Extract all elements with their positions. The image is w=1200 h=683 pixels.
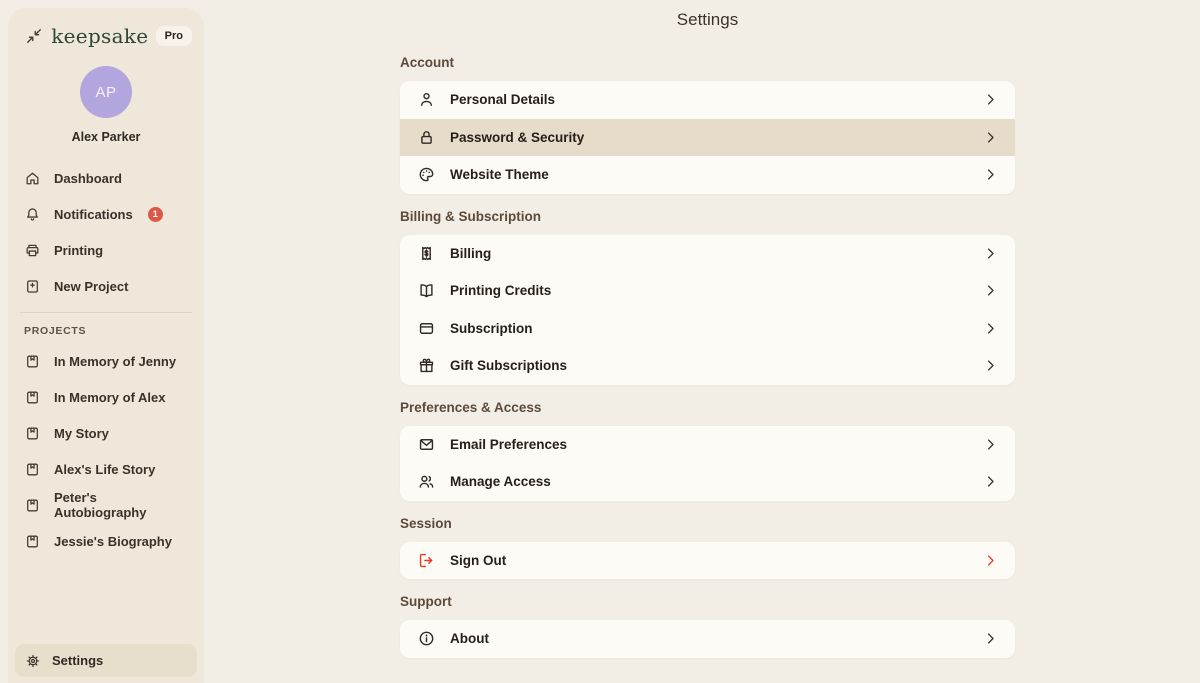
project-item-in-memory-of-jenny[interactable] <box>8 343 204 379</box>
chevron-slot <box>983 553 998 568</box>
nav-item-label: Printing <box>54 242 104 258</box>
project-item-label: In Memory of Jenny <box>54 353 177 369</box>
chevron-slot <box>983 167 998 182</box>
open-book-icon <box>417 281 436 300</box>
section-label: Account <box>400 55 454 70</box>
section-label: Session <box>400 515 452 531</box>
chevron-right-icon <box>983 553 998 568</box>
settings-item-subscription[interactable] <box>400 310 1015 348</box>
chevron-right-icon <box>983 92 998 107</box>
settings-item-password-security[interactable] <box>400 119 1015 157</box>
sidebar-item-printing[interactable] <box>8 232 204 268</box>
gift-icon <box>417 356 436 375</box>
book-icon <box>24 389 41 406</box>
nav-item-label: New Project <box>54 278 129 294</box>
book-plus-icon <box>24 278 41 295</box>
settings-item-label: Gift Subscriptions <box>450 358 568 374</box>
chevron-right-icon <box>983 358 998 373</box>
sidebar <box>8 8 204 683</box>
project-item-my-story[interactable] <box>8 415 204 451</box>
person-icon <box>417 90 436 109</box>
chevron-right-icon <box>983 321 998 336</box>
project-item-label: Alex's Life Story <box>54 461 156 477</box>
settings-item-label: Billing <box>450 245 492 261</box>
project-item-label: Jessie's Biography <box>54 533 172 549</box>
page-title: Settings <box>676 10 739 29</box>
credit-card-icon <box>417 319 436 338</box>
settings-item-label: Sign Out <box>450 552 507 568</box>
project-item-jessie-s-biography[interactable] <box>8 523 204 559</box>
settings-section <box>400 55 1015 194</box>
settings-section <box>400 516 1015 580</box>
lock-icon <box>417 128 436 147</box>
project-item-label: In Memory of Alex <box>54 389 166 405</box>
settings-card <box>400 426 1015 501</box>
chevron-right-icon <box>983 437 998 452</box>
settings-item-gift-subscriptions[interactable] <box>400 347 1015 385</box>
chevron-slot <box>983 437 998 452</box>
chevron-slot <box>983 321 998 336</box>
settings-section <box>400 400 1015 501</box>
chevron-right-icon <box>983 130 998 145</box>
book-icon <box>24 353 41 370</box>
sidebar-item-dashboard[interactable] <box>8 160 204 196</box>
home-icon <box>24 170 41 187</box>
printer-icon <box>24 242 41 259</box>
projects-header: PROJECTS <box>24 325 87 337</box>
avatar: AP <box>80 66 132 118</box>
settings-item-label: About <box>450 631 489 647</box>
sidebar-item-notifications[interactable] <box>8 196 204 232</box>
chevron-right-icon <box>983 631 998 646</box>
settings-card <box>400 81 1015 194</box>
book-icon <box>24 533 41 550</box>
info-icon <box>417 629 436 648</box>
chevron-slot <box>983 631 998 646</box>
settings-item-billing[interactable] <box>400 235 1015 273</box>
settings-card <box>400 620 1015 658</box>
section-label: Preferences & Access <box>400 399 542 415</box>
settings-item-label: Website Theme <box>450 167 549 183</box>
app-logo: keepsake <box>51 24 149 48</box>
project-item-label: Peter's Autobiography <box>54 490 147 520</box>
sidebar-header <box>8 8 204 48</box>
settings-card <box>400 235 1015 385</box>
project-item-peter-s-autobiography[interactable] <box>8 487 204 523</box>
project-item-in-memory-of-alex[interactable] <box>8 379 204 415</box>
settings-item-label: Password & Security <box>450 129 585 145</box>
collapse-icon <box>24 26 44 46</box>
profile-name: Alex Parker <box>71 130 141 144</box>
chevron-slot <box>983 358 998 373</box>
users-icon <box>417 472 436 491</box>
gear-icon <box>25 653 41 669</box>
chevron-right-icon <box>983 246 998 261</box>
pro-plan-badge: Pro <box>156 26 192 46</box>
chevron-right-icon <box>983 474 998 489</box>
notification-count-badge: 1 <box>148 207 163 222</box>
book-icon <box>24 425 41 442</box>
sidebar-settings-label: Settings <box>52 653 104 668</box>
user-profile <box>8 66 204 144</box>
logout-icon <box>417 551 436 570</box>
sidebar-item-settings[interactable] <box>15 644 197 677</box>
settings-item-label: Email Preferences <box>450 436 568 452</box>
main-area <box>204 0 1200 683</box>
settings-item-label: Printing Credits <box>450 283 552 299</box>
nav-item-label: Notifications <box>54 206 133 222</box>
settings-section <box>400 209 1015 385</box>
settings-sections <box>400 55 1015 658</box>
chevron-slot <box>983 246 998 261</box>
collapse-sidebar-button[interactable] <box>24 26 44 46</box>
chevron-slot <box>983 474 998 489</box>
chevron-slot <box>983 92 998 107</box>
book-icon <box>24 497 41 514</box>
section-label: Billing & Subscription <box>400 208 541 224</box>
settings-item-personal-details[interactable] <box>400 81 1015 119</box>
settings-item-sign-out[interactable] <box>400 542 1015 580</box>
section-label: Support <box>400 594 452 609</box>
settings-item-label: Personal Details <box>450 92 556 108</box>
receipt-dollar-icon <box>417 244 436 263</box>
settings-item-label: Subscription <box>450 320 533 336</box>
settings-item-label: Manage Access <box>450 474 551 490</box>
chevron-right-icon <box>983 167 998 182</box>
bell-icon <box>24 206 41 223</box>
sidebar-nav <box>8 160 204 304</box>
book-icon <box>24 461 41 478</box>
project-item-alex-s-life-story[interactable] <box>8 451 204 487</box>
chevron-right-icon <box>983 283 998 298</box>
projects-list <box>8 343 204 559</box>
settings-item-printing-credits[interactable] <box>400 272 1015 310</box>
settings-item-website-theme[interactable] <box>400 156 1015 194</box>
settings-item-email-preferences[interactable] <box>400 426 1015 464</box>
nav-item-label: Dashboard <box>54 170 122 186</box>
palette-icon <box>417 165 436 184</box>
settings-item-manage-access[interactable] <box>400 463 1015 501</box>
sidebar-item-new-project[interactable] <box>8 268 204 304</box>
settings-section <box>400 594 1015 658</box>
chevron-slot <box>983 130 998 145</box>
chevron-slot <box>983 283 998 298</box>
settings-item-about[interactable] <box>400 620 1015 658</box>
mail-icon <box>417 435 436 454</box>
settings-card <box>400 542 1015 580</box>
project-item-label: My Story <box>54 425 109 441</box>
